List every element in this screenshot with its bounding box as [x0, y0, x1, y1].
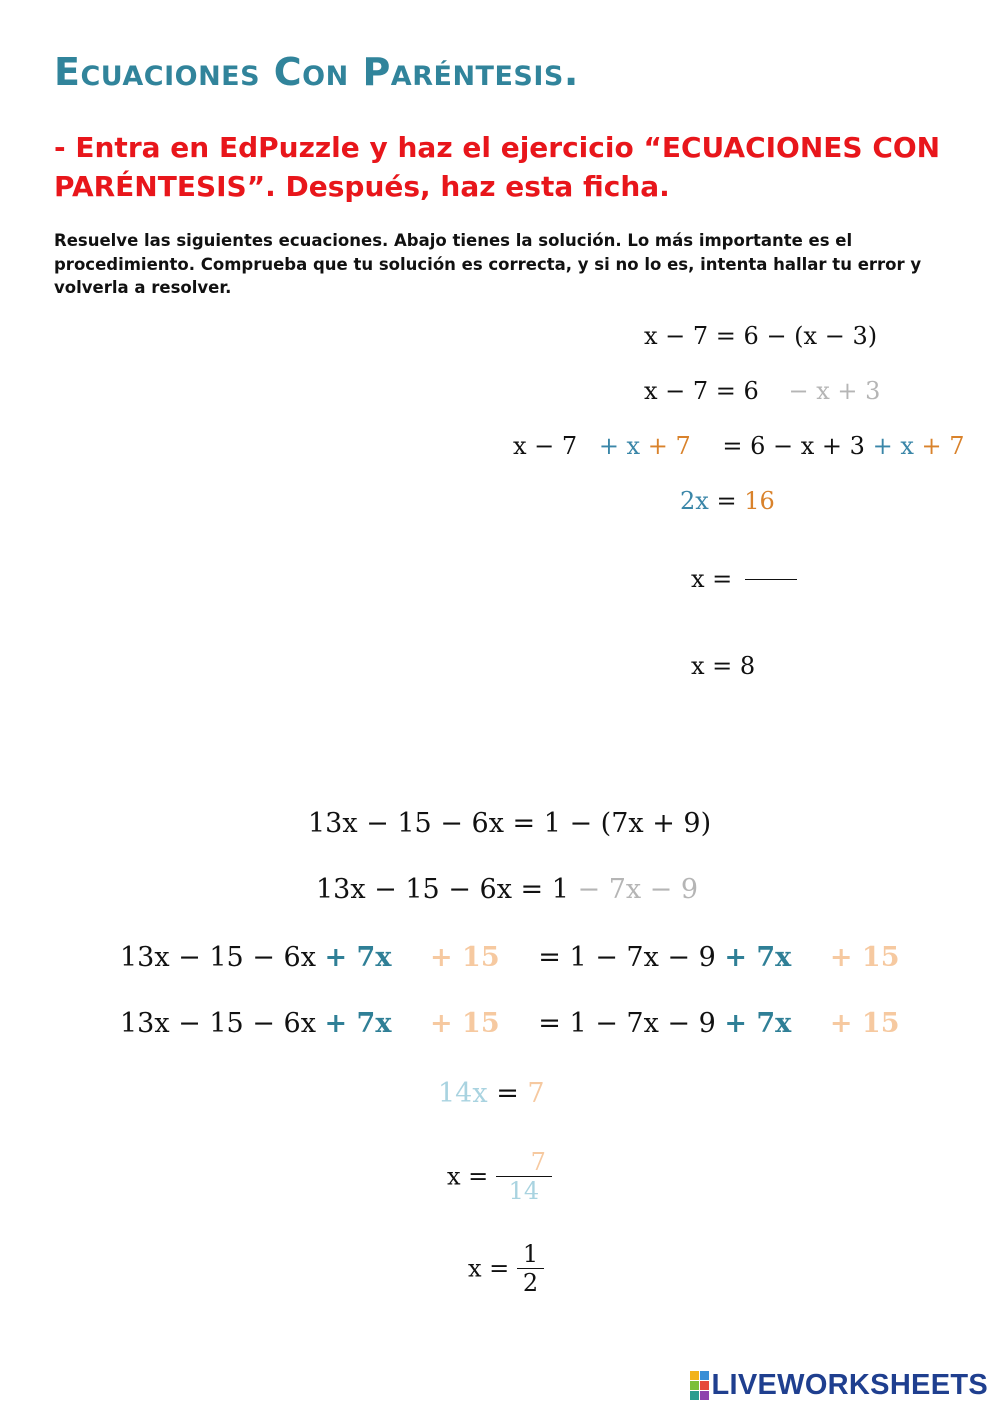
ex2-equation-line-6 — [447, 1148, 552, 1205]
ex2-line4-add-7x: + 7x — [324, 1008, 392, 1039]
edpuzzle-instruction: - Entra en EdPuzzle y haz el ejercicio “ECUACIONES CON PARÉNTESIS”. Después, haz esta ficha. — [54, 131, 941, 203]
ex2-line2-lhs: 13x − 15 − 6x = 1 — [316, 874, 569, 905]
ex2-line5-value: 7 — [527, 1078, 545, 1109]
ex2-line4-rhs-add-7x: + 7x — [724, 1008, 792, 1039]
ex1-line4-coef: 2x — [680, 487, 709, 515]
ex2-line7-lhs: x = — [468, 1254, 510, 1283]
ex2-line4-rhs-add-15: + 15 — [829, 1008, 900, 1039]
ex1-equation-line-4 — [680, 487, 775, 515]
liveworksheets-logo-text: LIVEWORKSHEETS — [711, 1369, 988, 1401]
ex1-fraction-blank-line — [745, 579, 797, 580]
ex2-equation-line-5 — [438, 1078, 545, 1109]
ex1-line4-eq: = — [716, 487, 737, 515]
ex2-line1-text: 13x − 15 − 6x = 1 − (7x + 9) — [308, 808, 712, 839]
ex2-line5-eq: = — [496, 1078, 519, 1109]
ex1-line3-add-x: + x — [598, 432, 641, 460]
ex1-equation-line-3 — [513, 432, 965, 460]
ex2-equation-line-4 — [120, 1008, 900, 1039]
ex2-line4-lhs: 13x − 15 − 6x — [120, 1008, 316, 1039]
ex2-line2-hint: − 7x − 9 — [577, 874, 699, 905]
ex1-line3-add-7: + 7 — [647, 432, 691, 460]
ex1-line3-rhs: = 6 − x + 3 — [722, 432, 865, 460]
ex2-line3-add-15: + 15 — [430, 942, 500, 973]
ex1-line2-hint: − x + 3 — [788, 377, 881, 405]
ex2-line6-numerator: 7 — [530, 1148, 546, 1176]
ex2-equation-line-3 — [120, 942, 900, 973]
ex1-line5-lhs: x = — [691, 565, 733, 593]
ex1-line3-rhs-add-x: + x — [872, 432, 914, 460]
ex2-line6-fraction — [496, 1148, 552, 1205]
ex2-line6-denominator: 14 — [508, 1177, 540, 1205]
liveworksheets-logo[interactable] — [690, 1369, 989, 1402]
ex2-line6-lhs: x = — [447, 1162, 489, 1191]
ex1-line2-lhs: x − 7 = 6 — [644, 377, 759, 405]
ex2-line3-rhs-add-7x: + 7x — [724, 942, 792, 973]
ex1-equation-line-6 — [691, 652, 755, 680]
ex1-equation-line-2 — [644, 377, 880, 405]
ex2-equation-line-7 — [468, 1240, 544, 1297]
page-title: Ecuaciones Con Paréntesis. — [54, 50, 579, 94]
ex1-line1-text: x − 7 = 6 − (x − 3) — [644, 322, 878, 350]
ex1-line6-text: x = 8 — [691, 652, 756, 680]
exercise-instructions: Resuelve las siguientes ecuaciones. Abajo tienes la solución. Lo más importante es el procedimiento. Comprueba que tu solución es correcta, y si no lo es, intenta hallar tu error y volverla a resolver. — [54, 231, 922, 297]
ex2-line4-rhs: = 1 − 7x − 9 — [538, 1008, 716, 1039]
ex1-line4-value: 16 — [744, 487, 775, 515]
ex1-equation-line-1 — [644, 322, 877, 350]
ex2-line3-rhs-add-15: + 15 — [829, 942, 900, 973]
ex2-line3-rhs: = 1 − 7x − 9 — [538, 942, 716, 973]
ex2-line3-lhs: 13x − 15 − 6x — [120, 942, 316, 973]
ex2-line7-numerator: 1 — [522, 1240, 539, 1268]
ex2-line7-denominator: 2 — [522, 1269, 539, 1297]
ex2-line4-add-15: + 15 — [430, 1008, 500, 1039]
ex2-equation-line-2 — [316, 874, 698, 905]
ex2-line5-coef: 14x — [438, 1078, 488, 1109]
ex2-equation-line-1 — [308, 808, 711, 839]
ex1-line3-lhs: x − 7 — [513, 432, 578, 460]
ex2-line7-fraction — [517, 1240, 544, 1297]
ex1-equation-line-5 — [691, 565, 732, 593]
ex1-line3-rhs-add-7: + 7 — [921, 432, 965, 460]
liveworksheets-logo-icon — [690, 1371, 709, 1400]
ex2-line3-add-7x: + 7x — [324, 942, 392, 973]
